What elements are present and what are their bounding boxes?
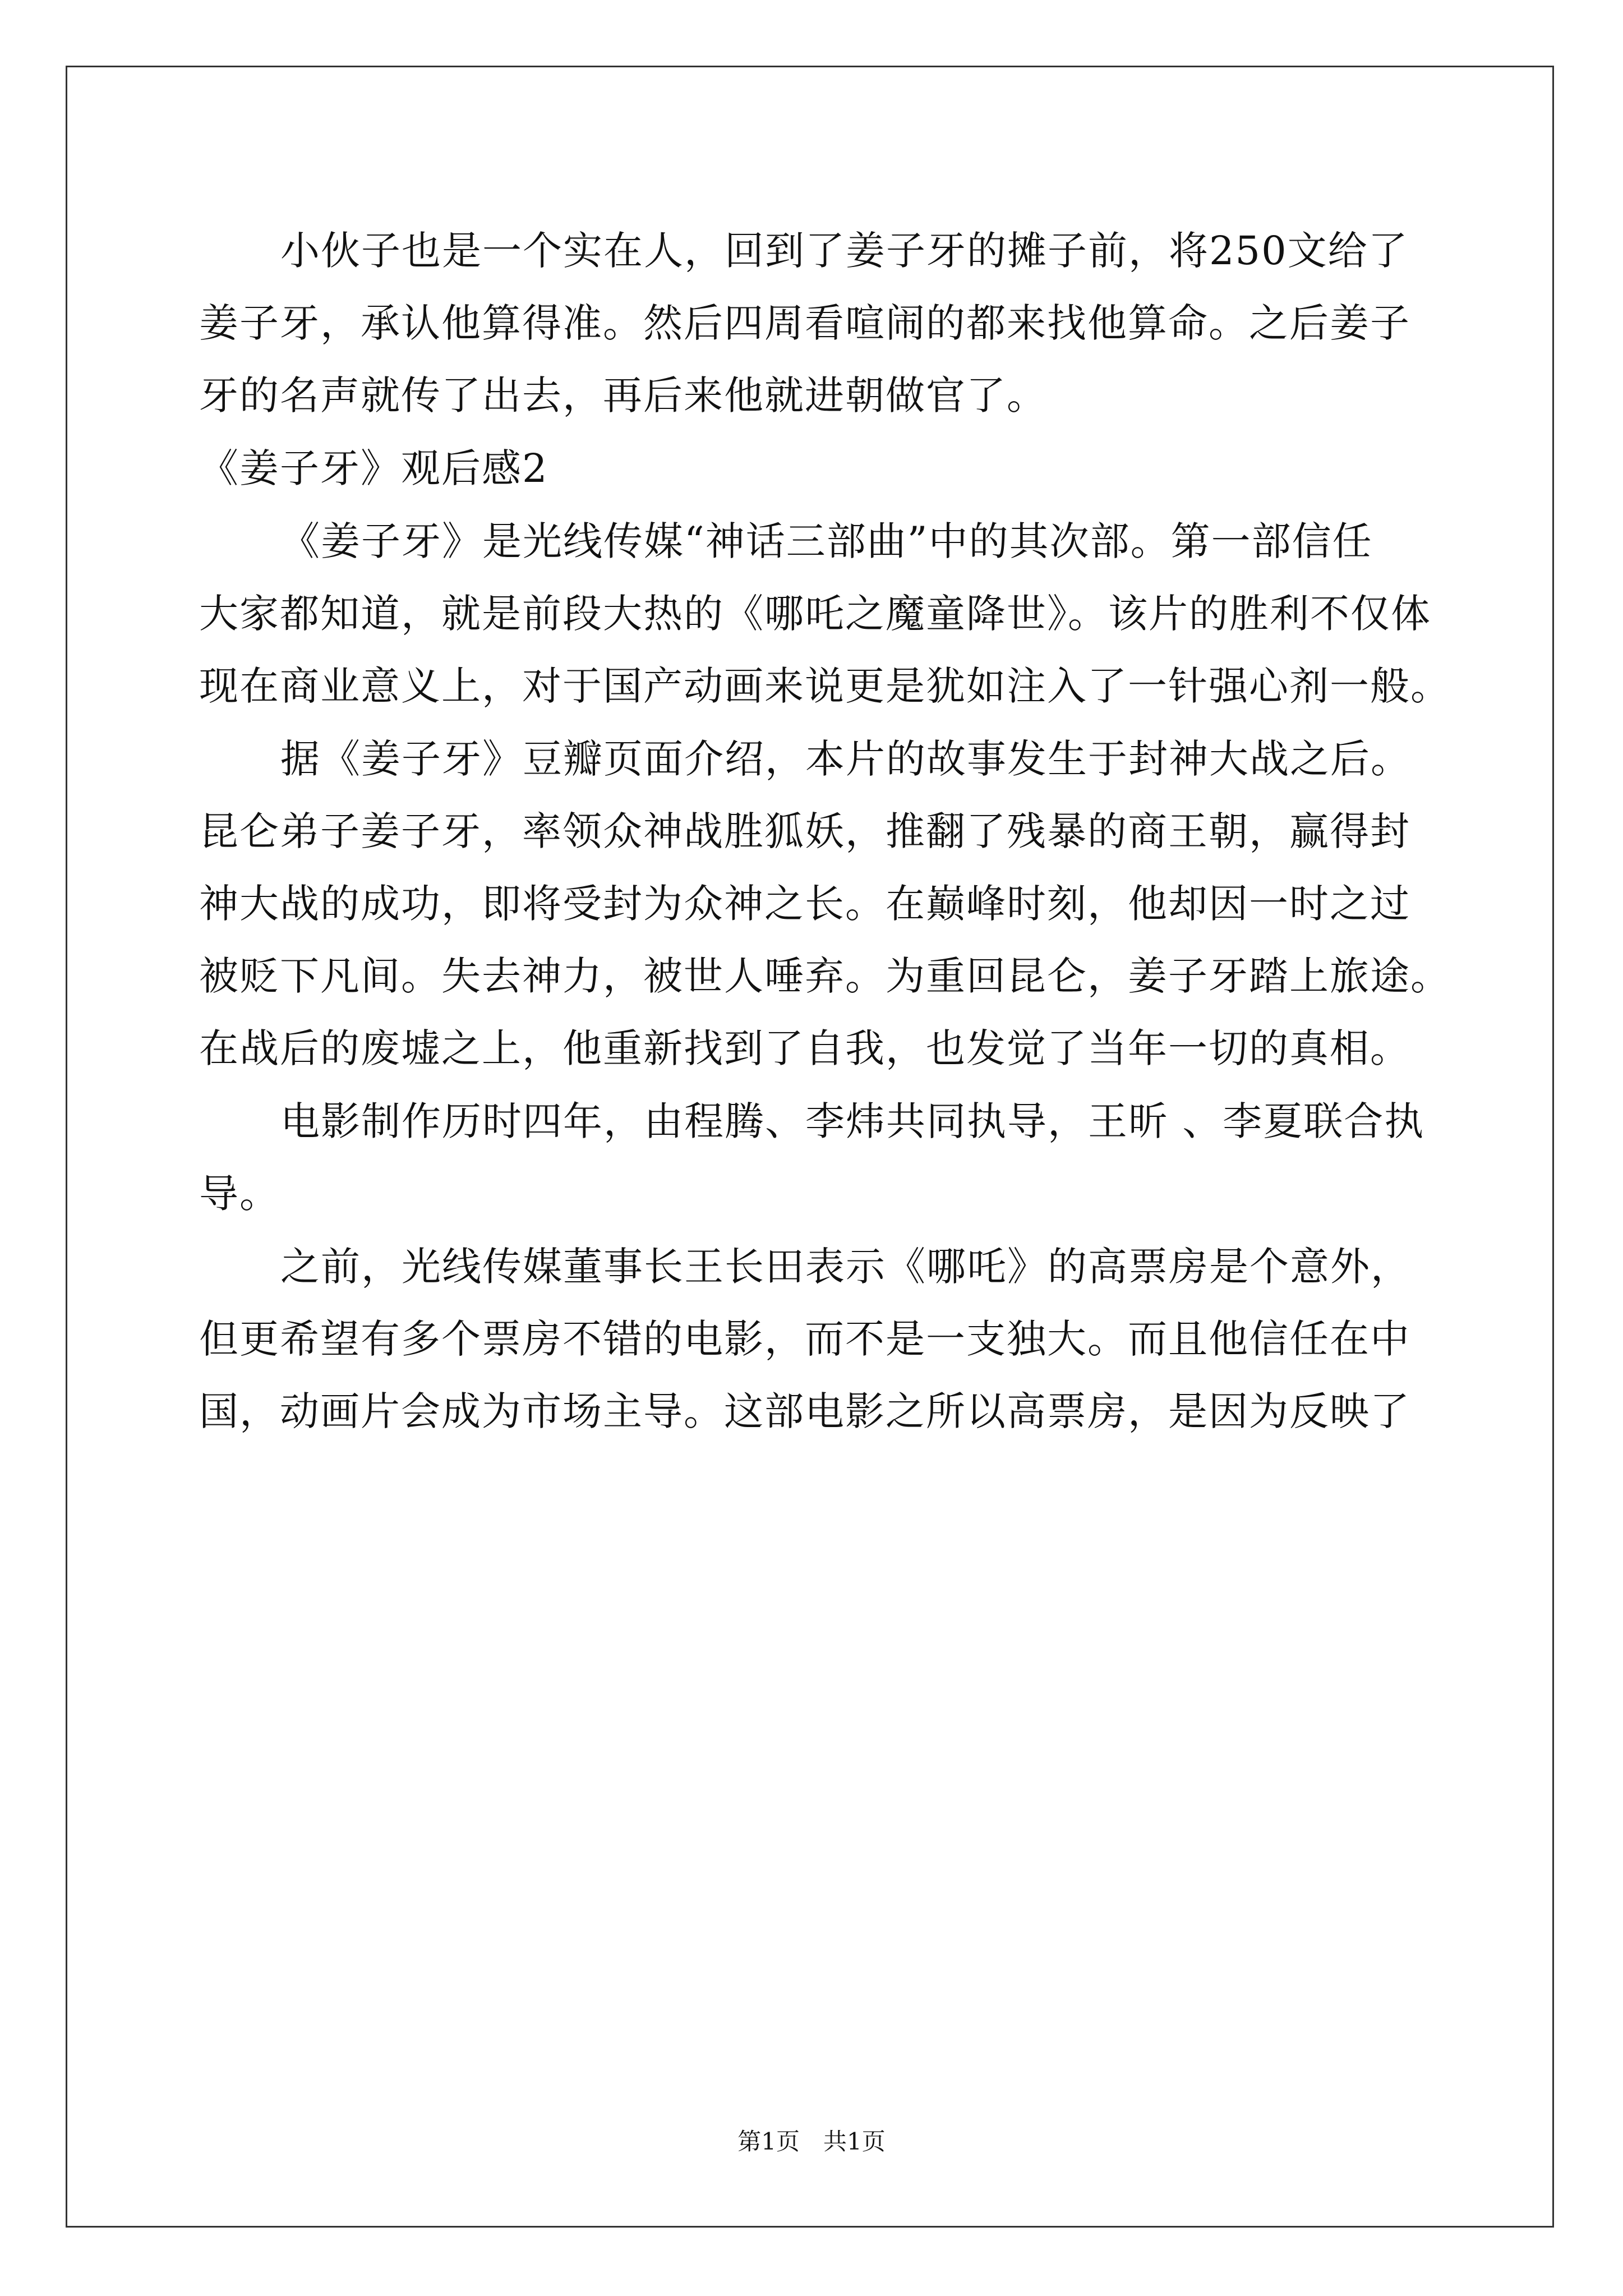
section-heading: 《姜子牙》观后感2 [199,445,548,491]
paragraph-line: 姜子牙，承认他算得准。然后四周看喧闹的都来找他算命。之后姜子 [199,300,1410,346]
paragraph-line: 但更希望有多个票房不错的电影，而不是一支独大。而且他信任在中 [199,1316,1410,1362]
page-number-footer: 第1页 共1页 [737,2128,886,2155]
paragraph-line: 被贬下凡间。失去神力，被世人唾弃。为重回昆仑，姜子牙踏上旅途。 [199,953,1451,999]
paragraph-line: 在战后的废墟之上，他重新找到了自我，也发觉了当年一切的真相。 [199,1025,1410,1071]
paragraph-line: 现在商业意义上，对于国产动画来说更是犹如注入了一针强心剂一般。 [199,663,1451,709]
paragraph-line: 昆仑弟子姜子牙，率领众神战胜狐妖，推翻了残暴的商王朝，赢得封 [199,808,1410,854]
paragraph-line: 大家都知道，就是前段大热的《哪吒之魔童降世》。该片的胜利不仅体 [199,591,1431,637]
paragraph-line: 《姜子牙》是光线传媒“神话三部曲”中的其次部。第一部信任 [280,518,1373,564]
paragraph-line: 据《姜子牙》豆瓣页面介绍，本片的故事发生于封神大战之后。 [280,736,1411,782]
paragraph-line: 电影制作历时四年，由程腾、李炜共同执导，王昕 、李夏联合执 [280,1098,1425,1144]
paragraph-line: 之前，光线传媒董事长王长田表示《哪吒》的高票房是个意外， [280,1244,1411,1290]
paragraph-line: 导。 [199,1171,280,1217]
paragraph-line: 小伙子也是一个实在人，回到了姜子牙的摊子前，将250文给了 [280,228,1409,274]
paragraph-line: 神大战的成功，即将受封为众神之长。在巅峰时刻，他却因一时之过 [199,881,1410,927]
paragraph-line: 牙的名声就传了出去，再后来他就进朝做官了。 [199,372,1047,418]
paragraph-line: 国，动画片会成为市场主导。这部电影之所以高票房，是因为反映了 [199,1388,1410,1434]
